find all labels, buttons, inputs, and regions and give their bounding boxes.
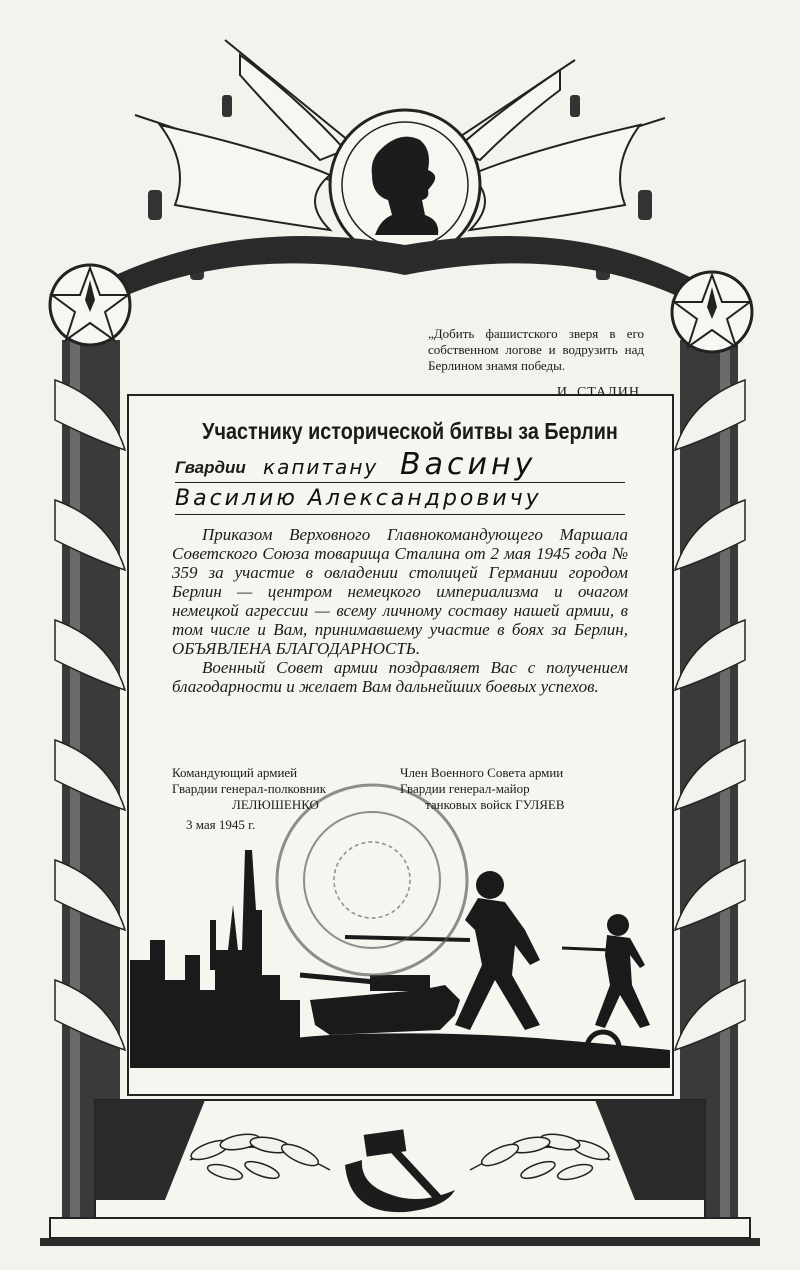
signature-title: Член Военного Совета армии: [400, 765, 564, 780]
signature-title: Командующий армией: [172, 765, 298, 780]
stalin-quote: „Добить фашистского зверя в его собственном логове и водрузить над Берлином знамя победы.: [428, 326, 644, 373]
signature-rank: Гвардии генерал-майор: [400, 781, 530, 796]
star-icon: [50, 265, 130, 345]
portrait-medallion: [330, 110, 480, 260]
star-icon: [672, 272, 752, 352]
signature-right: [400, 765, 640, 813]
body-paragraph: Военный Совет армии поздравляет Вас с получением благодарности и желает Вам дальнейших боевых успехов.: [172, 658, 628, 696]
surname-handwritten: Васину: [400, 447, 537, 482]
signature-name: танковых войск ГУЛЯЕВ: [425, 797, 565, 812]
issue-date: 3 мая 1945 г.: [186, 817, 256, 832]
rank-printed-label: Гвардии: [175, 458, 246, 477]
signature-name: ЛЕЛЮШЕНКО: [232, 797, 319, 812]
recipient-rank-line: [175, 447, 625, 483]
signature-rank: Гвардии генерал-полковник: [172, 781, 327, 796]
rank-handwritten: капитану: [263, 455, 379, 479]
signature-left: [172, 765, 412, 813]
given-names-handwritten: Василию Александровичу: [175, 486, 542, 511]
certificate-body: [172, 525, 628, 696]
certificate-title: Участнику исторической битвы за Берлин: [202, 418, 618, 444]
body-paragraph: Приказом Верховного Главнокомандующего Маршала Советского Союза товарища Сталина от 2 мая 1945 года № 359 за участие в овладении столицей Германии городом Берлин — центром немецкого империализма и очагом немецкой агрессии — всему личному составу нашей армии, в том числе и Вам, принимавшему участие в боях за Берлин, ОБЪЯВЛЕНА БЛАГОДАРНОСТЬ.: [172, 525, 628, 658]
quote-author: И. СТАЛИН: [556, 385, 640, 400]
recipient-name-line: [175, 484, 625, 515]
